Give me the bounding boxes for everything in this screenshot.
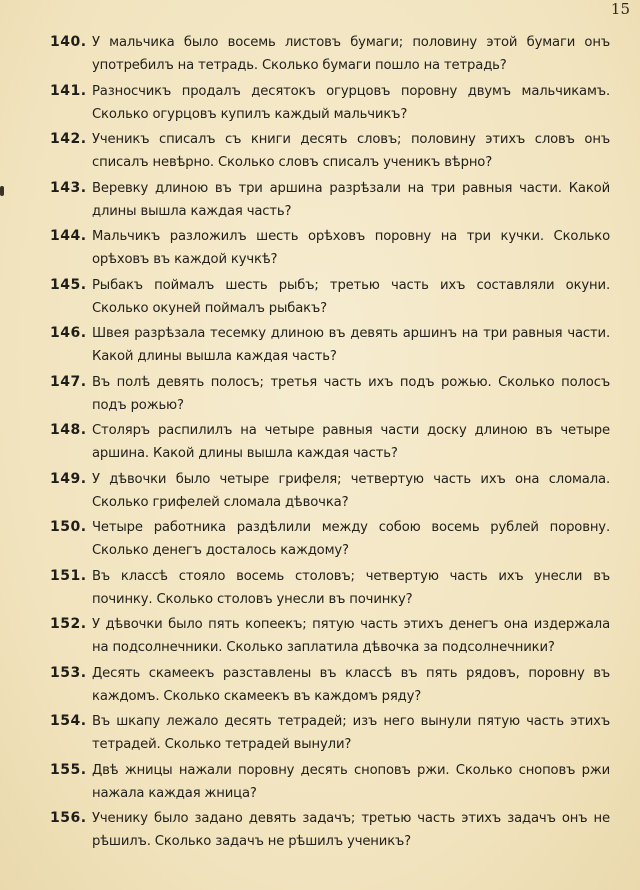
problem-item (40, 807, 610, 853)
problem-text: Разносчикъ продалъ десятокъ огурцовъ поровну двумъ мальчикамъ. Сколько огурцовъ купилъ каждый мальчикъ? (92, 83, 610, 122)
problem-number: 143. (50, 179, 87, 196)
problem-number: 151. (50, 567, 87, 584)
problem-text: У мальчика было восемь листовъ бумаги; половину этой бумаги онъ употребилъ на тетрадь. Сколько бумаги пошло на тетрадь? (92, 35, 610, 73)
problem-item (40, 468, 610, 514)
problem-text: Рыбакъ поймалъ шесть рыбъ; третью часть ихъ составляли окуни. Сколько окуней поймалъ рыбакъ? (92, 277, 610, 316)
problem-item (40, 31, 610, 77)
problem-item (40, 80, 610, 126)
problem-number: 141. (50, 82, 87, 99)
problem-text: Ученикъ списалъ съ книги десять словъ; половину этихъ словъ онъ списалъ невѣрно. Сколько словъ списалъ ученикъ вѣрно? (92, 132, 610, 170)
problem-item (40, 322, 610, 368)
problem-number: 142. (50, 131, 87, 147)
margin-mark (0, 186, 4, 196)
problem-number: 156. (50, 810, 87, 826)
problem-text: Десять скамеекъ разставлены въ классѣ въ пять рядовъ, поровну въ каждомъ. Сколько скамеекъ въ каждомъ ряду? (92, 665, 610, 704)
problem-item (40, 710, 610, 756)
problem-text: Швея разрѣзала тесемку длиною въ девять аршинъ на три равныя части. Какой длины вышла каждая часть? (92, 326, 610, 364)
problem-item (40, 371, 610, 417)
problem-text: Въ классѣ стояло восемь столовъ; четвертую часть ихъ унесли въ починку. Сколько столовъ унесли въ починку? (92, 568, 610, 607)
problem-text: Двѣ жницы нажали поровну десять сноповъ ржи. Сколько сноповъ ржи нажала каждая жница? (92, 762, 610, 801)
problem-text: Въ полѣ девять полосъ; третья часть ихъ подъ рожью. Сколько полосъ подъ рожью? (92, 374, 610, 413)
problem-item (40, 128, 610, 174)
problem-text: Мальчикъ разложилъ шесть орѣховъ поровну на три кучки. Сколько орѣховъ въ каждой кучкѣ? (92, 229, 610, 267)
problem-item (40, 225, 610, 271)
problem-text: У дѣвочки было четыре грифеля; четвертую часть ихъ она сломала. Сколько грифелей сломала дѣвочка? (92, 471, 610, 510)
problem-number: 145. (50, 276, 87, 293)
problem-text: Столяръ распилилъ на четыре равныя части доску длиною въ четыре аршина. Какой длины вышла каждая часть? (92, 423, 610, 461)
problem-item (40, 613, 610, 659)
problem-number: 155. (50, 761, 87, 778)
problem-item (40, 516, 610, 562)
problem-number: 148. (50, 422, 87, 438)
problem-number: 144. (50, 228, 87, 244)
problem-item (40, 177, 610, 223)
problem-item (40, 274, 610, 320)
problem-number: 146. (50, 325, 87, 341)
problem-item (40, 662, 610, 708)
problem-number: 154. (50, 713, 87, 729)
problem-item (40, 759, 610, 805)
problem-text: Веревку длиною въ три аршина разрѣзали на три равныя части. Какой длины вышла каждая часть? (92, 180, 610, 219)
problem-number: 147. (50, 373, 87, 390)
problem-item (40, 419, 610, 465)
problem-text: Въ шкапу лежало десять тетрадей; изъ него вынули пятую часть этихъ тетрадей. Сколько тетрадей вынули? (92, 714, 610, 752)
problem-number: 152. (50, 616, 87, 632)
problem-number: 150. (50, 519, 87, 535)
page-number: 15 (610, 0, 630, 18)
problem-text: Ученику было задано девять задачъ; третью часть этихъ задачъ онъ не рѣшилъ. Сколько задачъ не рѣшилъ ученикъ? (92, 811, 610, 849)
problem-number: 149. (50, 470, 87, 487)
problem-number: 140. (50, 34, 87, 50)
problem-text: Четыре работника раздѣлили между собою восемь рублей поровну. Сколько денегъ досталось каждому? (92, 520, 610, 558)
problem-text: У дѣвочки было пять копеекъ; пятую часть этихъ денегъ она издержала на подсолнечники. Сколько заплатила дѣвочка за подсолнечники? (92, 617, 610, 655)
problem-number: 153. (50, 664, 87, 681)
problem-item (40, 565, 610, 611)
problem-list (40, 24, 610, 853)
